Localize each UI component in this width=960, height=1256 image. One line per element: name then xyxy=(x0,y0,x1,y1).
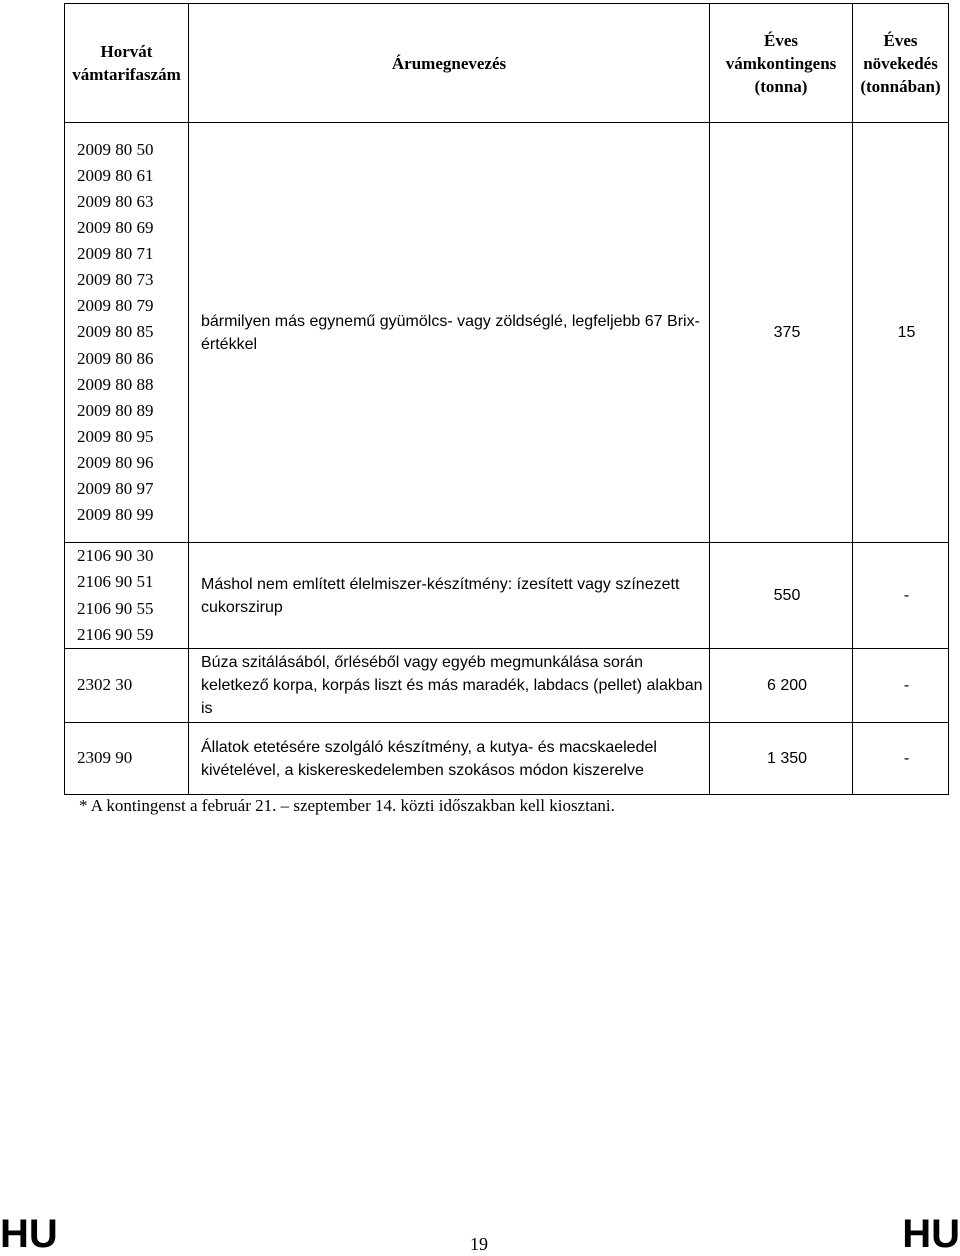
table-row xyxy=(65,649,949,723)
tariff-quota-table-wrapper xyxy=(64,3,948,795)
table-row xyxy=(65,543,949,649)
tariff-code: 2009 80 85 xyxy=(77,322,154,342)
tariff-code: 2009 80 63 xyxy=(77,191,154,211)
page-number: 19 xyxy=(470,1234,488,1254)
header-tariff-code: Horvát vámtarifaszám xyxy=(65,4,189,123)
tariff-code: 2309 90 xyxy=(77,748,133,768)
tariff-quota-table xyxy=(64,3,949,795)
description-cell: bármilyen más egynemű gyümölcs- vagy zöldséglé, legfeljebb 67 Brix-értékkel xyxy=(189,123,710,543)
description-cell: Állatok etetésére szolgáló készítmény, a kutya- és macskaeledel kivételével, a kiskereskedelemben szokásos módon kiszerelve xyxy=(189,723,710,795)
annual-increase-cell: 15 xyxy=(853,123,949,543)
annual-increase-cell: - xyxy=(853,649,949,723)
annual-quota-cell: 1 350 xyxy=(710,723,853,795)
header-description: Árumegnevezés xyxy=(189,4,710,123)
tariff-code: 2009 80 73 xyxy=(77,270,154,290)
header-annual-increase: Éves növekedés (tonnában) xyxy=(853,4,949,123)
tariff-code: 2009 80 50 xyxy=(77,139,154,159)
tariff-code: 2009 80 97 xyxy=(77,479,154,499)
tariff-code: 2106 90 55 xyxy=(77,598,154,618)
table-row xyxy=(65,723,949,795)
tariff-codes-cell xyxy=(65,543,189,649)
language-code-right: HU xyxy=(902,1212,960,1256)
tariff-code: 2009 80 86 xyxy=(77,348,154,368)
annual-quota-cell: 6 200 xyxy=(710,649,853,723)
quota-allocation-footnote: * A kontingenst a február 21. – szeptember 14. közti időszakban kell kiosztani. xyxy=(79,796,615,815)
description-cell: Máshol nem említett élelmiszer-készítmény: ízesített vagy színezett cukorszirup xyxy=(189,543,710,649)
annual-quota-cell: 375 xyxy=(710,123,853,543)
tariff-code: 2302 30 xyxy=(77,675,133,695)
tariff-code: 2009 80 96 xyxy=(77,452,154,472)
annual-quota-cell: 550 xyxy=(710,543,853,649)
table-row xyxy=(65,123,949,543)
tariff-code: 2106 90 51 xyxy=(77,572,154,592)
language-code-left: HU xyxy=(0,1212,58,1256)
tariff-code: 2009 80 61 xyxy=(77,165,154,185)
annual-increase-cell: - xyxy=(853,543,949,649)
tariff-code: 2009 80 71 xyxy=(77,244,154,264)
tariff-codes-cell xyxy=(65,123,189,543)
table-header-row xyxy=(65,4,949,123)
tariff-code: 2009 80 79 xyxy=(77,296,154,316)
tariff-code: 2009 80 95 xyxy=(77,426,154,446)
tariff-code: 2009 80 99 xyxy=(77,505,154,525)
tariff-code: 2009 80 88 xyxy=(77,374,154,394)
header-annual-quota: Éves vámkontingens (tonna) xyxy=(710,4,853,123)
tariff-codes-cell xyxy=(65,649,189,723)
tariff-codes-cell xyxy=(65,723,189,795)
annual-increase-cell: - xyxy=(853,723,949,795)
tariff-code: 2106 90 59 xyxy=(77,624,154,644)
description-cell: Búza szitálásából, őrléséből vagy egyéb megmunkálása során keletkező korpa, korpás liszt és más maradék, labdacs (pellet) alakban is xyxy=(189,649,710,723)
tariff-code: 2009 80 69 xyxy=(77,218,154,238)
tariff-code: 2009 80 89 xyxy=(77,400,154,420)
tariff-code: 2106 90 30 xyxy=(77,546,154,566)
